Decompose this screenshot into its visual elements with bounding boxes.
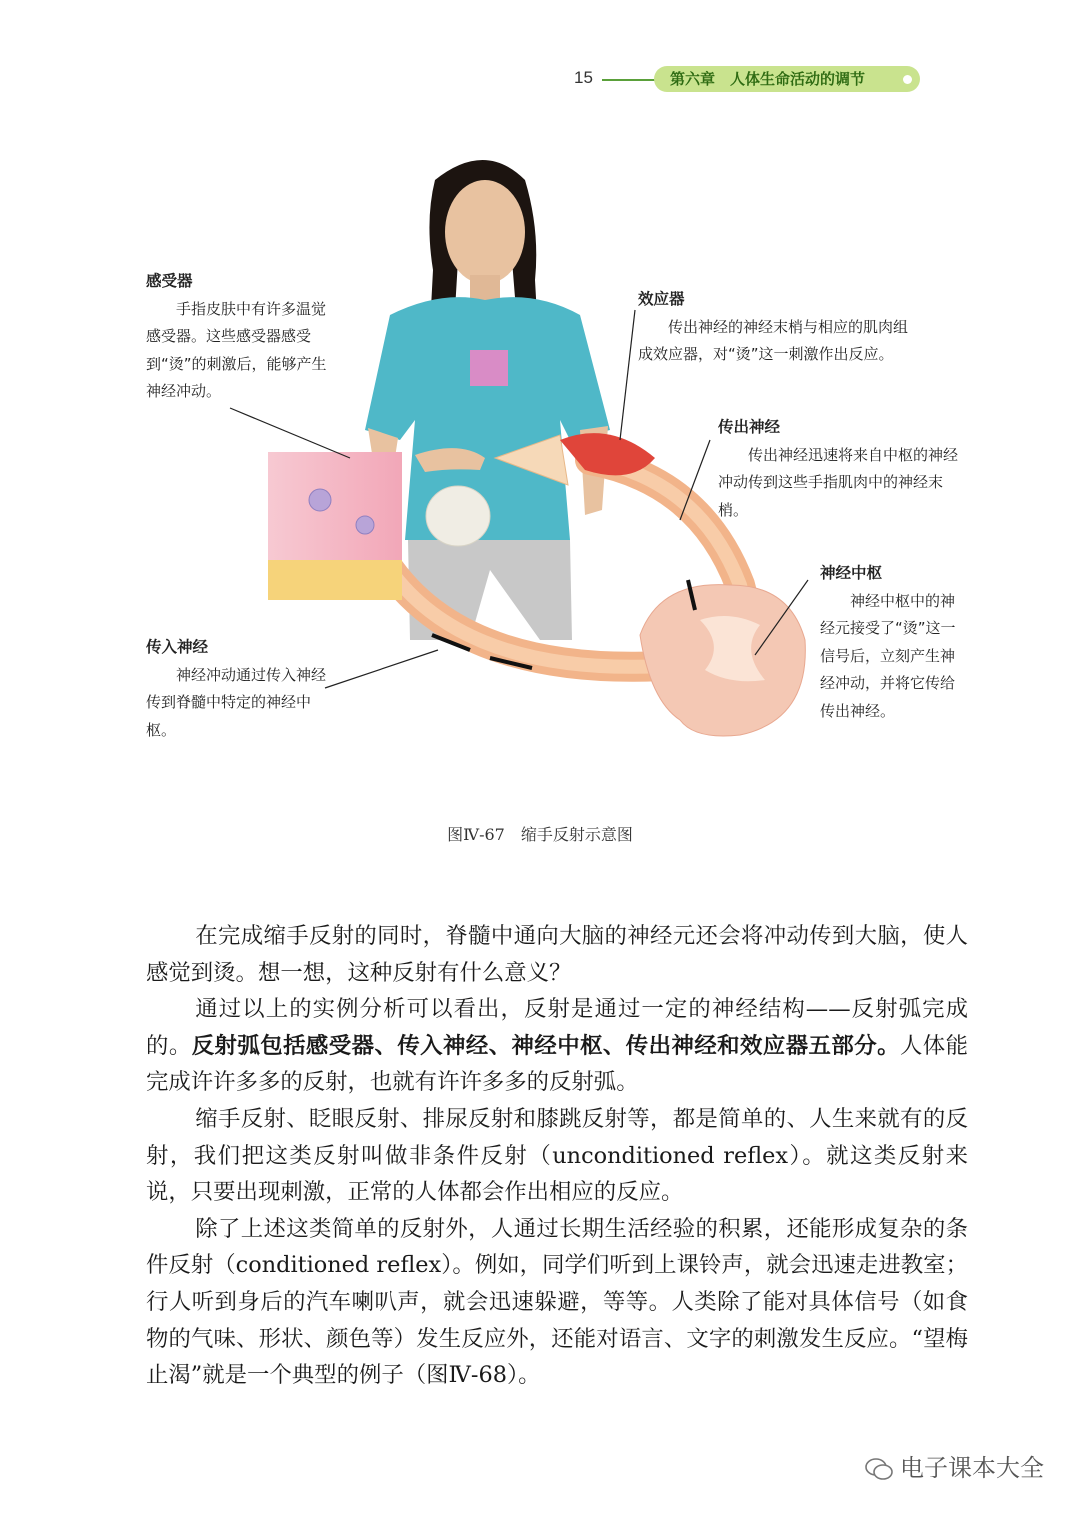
chapter-title: 第六章 人体生命活动的调节 — [670, 70, 866, 88]
label-receptor-text: 手指皮肤中有许多温觉感受器。这些感受器感受到“烫”的刺激后，能够产生神经冲动。 — [146, 299, 327, 400]
paragraph-2-a: 通过以上的实例分析可以看出，反射是通过一定的神经结构——反射弧完成的。 — [146, 996, 968, 1059]
watermark — [864, 1448, 1044, 1483]
paragraph-4: 除了上述这类简单的反射外，人通过长期生活经验的积累，还能形成复杂的条件反射（conditioned reflex）。例如，同学们听到上课铃声，就会迅速走进教室；行人听到身后的汽车喇叭声，就会迅速躲避，等等。人类除了能对具体信号（如食物的气味、形状、颜色等）发生反应外，还能对语言、文字的刺激发生反应。“望梅止渴”就是一个典型的例子（图Ⅳ-68）。 — [146, 1215, 968, 1389]
chapter-title-badge — [654, 66, 920, 92]
figure-caption: 图Ⅳ-67 缩手反射示意图 — [447, 825, 633, 844]
label-afferent-title: 传入神经 — [146, 638, 209, 656]
skin-receptor — [309, 489, 331, 511]
hot-object — [426, 486, 490, 546]
label-effector-text: 传出神经的神经末梢与相应的肌肉组成效应器，对“烫”这一刺激作出反应。 — [638, 317, 909, 363]
label-receptor — [146, 268, 332, 406]
shirt-patch — [470, 350, 508, 386]
leader-effector — [620, 310, 635, 440]
leader-afferent — [325, 650, 438, 688]
label-afferent — [146, 634, 334, 744]
paragraph-2 — [146, 991, 968, 1101]
paragraph-1: 在完成缩手反射的同时，脊髓中通向大脑的神经元还会将冲动传到大脑，使人感觉到烫。想一想，这种反射有什么意义？ — [146, 923, 968, 986]
label-efferent-text: 传出神经迅速将来自中枢的神经冲动传到这些手指肌肉中的神经末梢。 — [718, 445, 959, 519]
reflex-arc-figure — [140, 140, 980, 830]
badge-dot — [903, 75, 912, 84]
label-effector — [638, 286, 920, 369]
skin-fat-layer — [268, 560, 402, 600]
page-number: 15 — [574, 68, 593, 87]
body-text — [146, 918, 968, 1394]
label-center-title: 神经中枢 — [820, 564, 883, 582]
paragraph-2-b: 人体能完成许许多多的反射，也就有许许多多的反射弧。 — [146, 1032, 969, 1096]
label-efferent-title: 传出神经 — [718, 418, 781, 436]
label-effector-title: 效应器 — [638, 290, 685, 308]
label-center — [820, 560, 968, 725]
watermark-text: 电子课本大全 — [900, 1454, 1044, 1482]
label-receptor-title: 感受器 — [146, 272, 193, 290]
paragraph-2-bold: 反射弧包括感受器、传入神经、神经中枢、传出神经和效应器五部分。 — [191, 1032, 900, 1059]
label-afferent-text: 神经冲动通过传入神经传到脊髓中特定的神经中枢。 — [146, 665, 327, 739]
wechat-icon — [864, 1457, 894, 1481]
leader-receptor — [230, 408, 350, 458]
label-center-text: 神经中枢中的神经元接受了“烫”这一信号后，立刻产生神经冲动，并将它传给传出神经。 — [820, 591, 956, 720]
skin-receptor-2 — [356, 516, 374, 534]
paragraph-3: 缩手反射、眨眼反射、排尿反射和膝跳反射等，都是简单的、人生来就有的反射，我们把这类反射叫做非条件反射（unconditioned reflex）。就这类反射来说，只要出现刺激，正常的人体都会作出相应的反应。 — [146, 1105, 968, 1206]
label-efferent — [718, 414, 968, 524]
girl-face — [445, 180, 525, 284]
page-header — [574, 66, 926, 96]
effector-muscle — [560, 433, 655, 475]
